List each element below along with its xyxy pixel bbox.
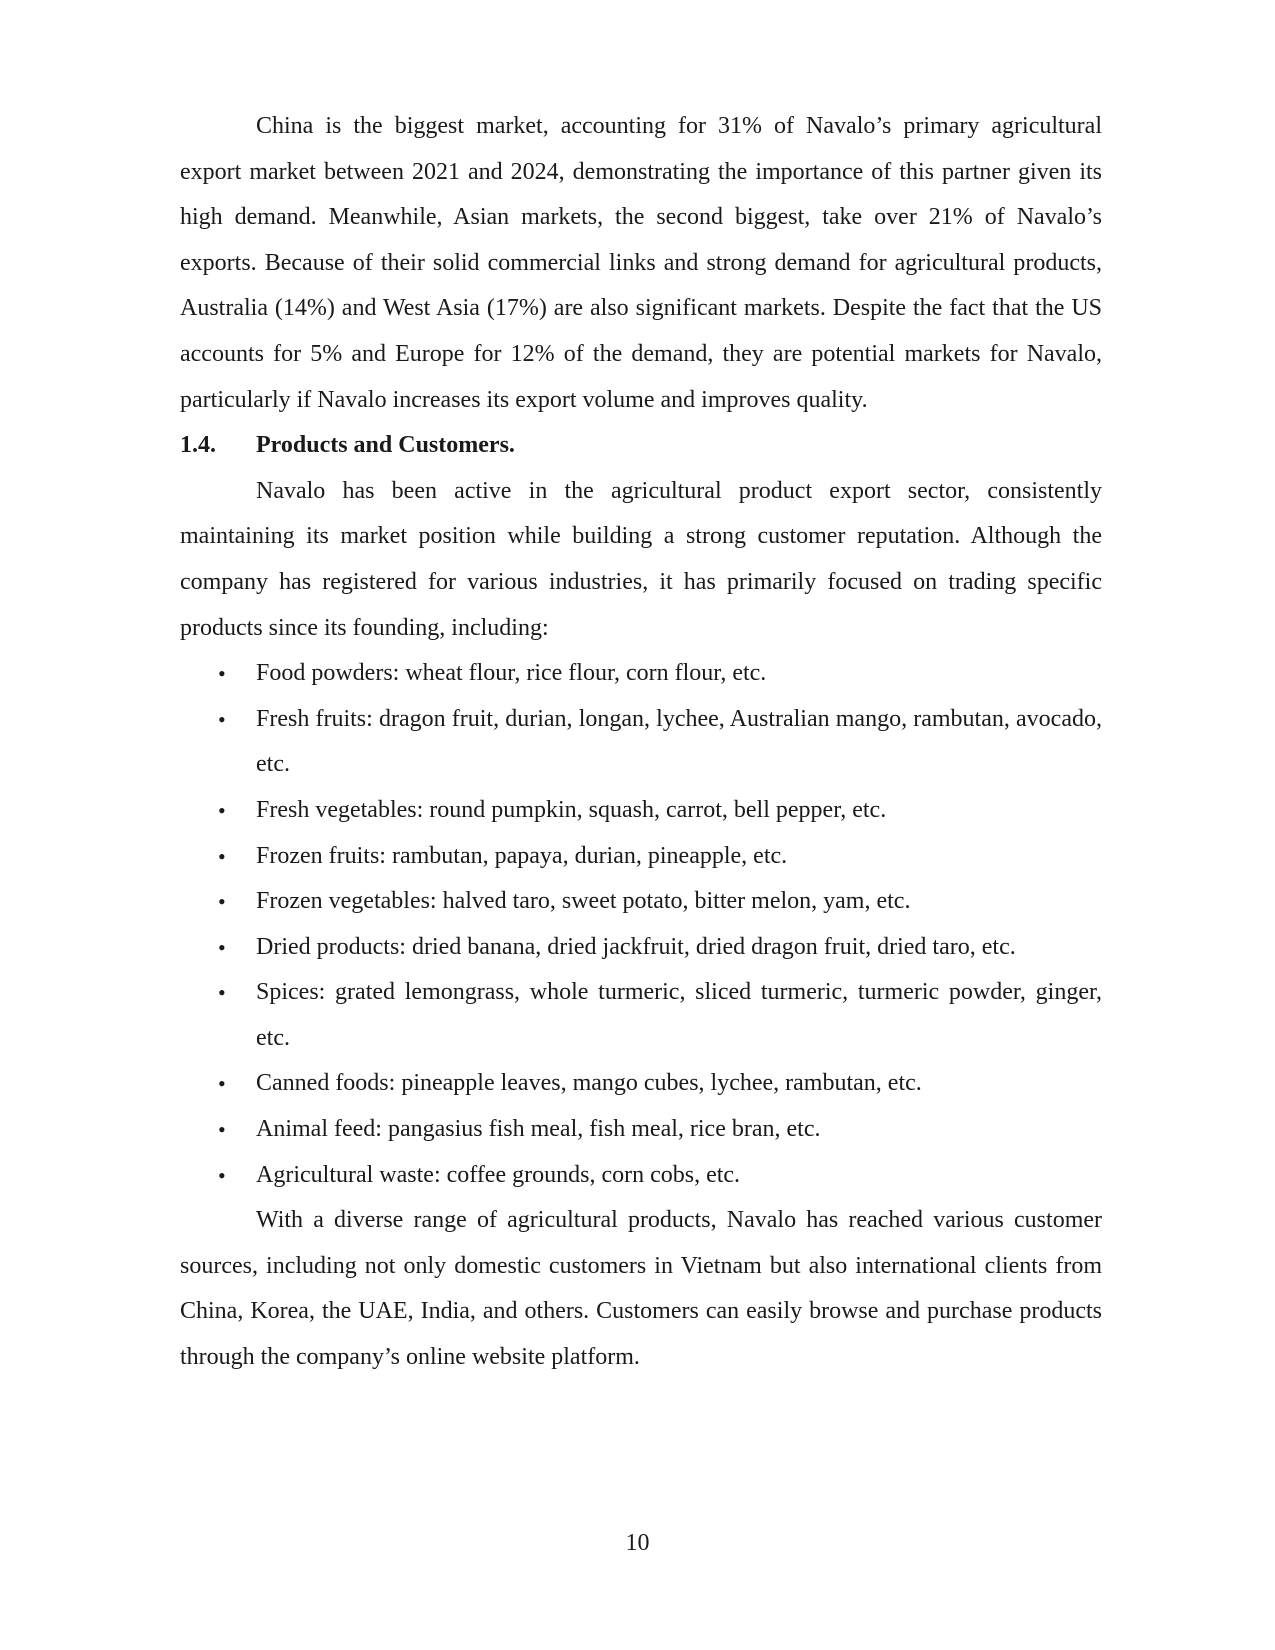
list-item [180,925,1102,971]
list-item [180,1107,1102,1153]
page-body [180,104,1102,1381]
page-number: 10 [625,1530,650,1556]
list-item [180,970,1102,1061]
bullet-icon: • [218,661,226,687]
paragraph-customers: With a diverse range of agricultural products, Navalo has reached various customer sources, including not only domestic customers in Vietnam but also international clients from China, Korea, the UAE, India, and others. Customers can easily browse and purchase products through the company’s online website platform. [180,1207,1102,1371]
bullet-icon: • [218,980,226,1006]
list-item-text: Dried products: dried banana, dried jackfruit, dried dragon fruit, dried taro, etc. [256,933,1016,960]
section-number: 1.4. [180,432,216,459]
section-heading [180,423,1102,469]
bullet-icon: • [218,843,226,869]
list-item [180,788,1102,834]
product-list [180,651,1102,1198]
list-item-text: Canned foods: pineapple leaves, mango cubes, lychee, rambutan, etc. [256,1070,922,1097]
list-item-text: Spices: grated lemongrass, whole turmeric, sliced turmeric, turmeric powder, ginger, etc. [256,979,1102,1051]
list-item-text: Food powders: wheat flour, rice flour, corn flour, etc. [256,660,767,687]
paragraph-market-share: China is the biggest market, accounting for 31% of Navalo’s primary agricultural export market between 2021 and 2024, demonstrating the importance of this partner given its high demand. Meanwhile, Asian markets, the second biggest, take over 21% of Navalo’s exports. Because of their solid commercial links and strong demand for agricultural products, Australia (14%) and West Asia (17%) are also significant markets. Despite the fact that the US accounts for 5% and Europe for 12% of the demand, they are potential markets for Navalo, particularly if Navalo increases its export volume and improves quality. [180,113,1102,413]
list-item [180,1061,1102,1107]
list-item [180,1153,1102,1199]
paragraph-products-intro: Navalo has been active in the agricultural product export sector, consistently maintaining its market position while building a strong customer reputation. Although the company has registered for various industries, it has primarily focused on trading specific products since its founding, including: [180,477,1102,641]
list-item-text: Agricultural waste: coffee grounds, corn cobs, etc. [256,1161,741,1188]
list-item [180,879,1102,925]
bullet-icon: • [218,1071,226,1097]
bullet-icon: • [218,934,226,960]
bullet-icon: • [218,889,226,915]
list-item-text: Fresh fruits: dragon fruit, durian, longan, lychee, Australian mango, rambutan, avocado, etc. [256,705,1102,778]
list-item [180,834,1102,880]
list-item-text: Frozen vegetables: halved taro, sweet potato, bitter melon, yam, etc. [256,888,911,915]
list-item-text: Animal feed: pangasius fish meal, fish meal, rice bran, etc. [256,1116,821,1143]
list-item [180,651,1102,697]
bullet-icon: • [218,1162,226,1188]
bullet-icon: • [218,797,226,823]
bullet-icon: • [218,706,226,732]
list-item-text: Frozen fruits: rambutan, papaya, durian, pineapple, etc. [256,842,788,869]
list-item [180,697,1102,788]
list-item-text: Fresh vegetables: round pumpkin, squash, carrot, bell pepper, etc. [256,796,887,823]
bullet-icon: • [218,1117,226,1143]
section-title: Products and Customers. [256,432,515,459]
